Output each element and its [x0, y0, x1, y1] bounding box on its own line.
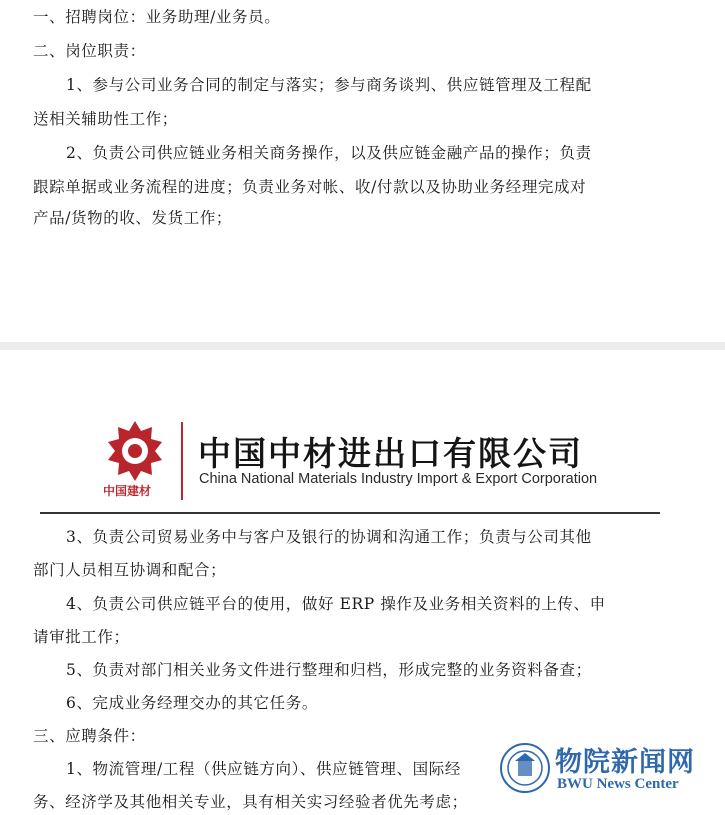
duty-5-line-1: 5、负责对部门相关业务文件进行整理和归档，形成完整的业务资料备查；	[66, 661, 592, 679]
duty-2-line-3: 产品/货物的收、发货工作；	[33, 209, 233, 227]
duty-4-line-1: 4、负责公司供应链平台的使用，做好 ERP 操作及业务相关资料的上传、申	[66, 595, 606, 613]
watermark-name-en: BWU News Center	[557, 776, 679, 792]
page-separator	[0, 342, 725, 350]
university-seal-icon	[499, 742, 551, 794]
letterhead-rule	[40, 512, 660, 514]
duty-1-line-2: 送相关辅助性工作；	[33, 110, 178, 128]
section-heading-duties: 二、岗位职责：	[33, 42, 146, 60]
requirement-1-line-1: 1、物流管理/工程（供应链方向）、供应链管理、国际经	[66, 760, 461, 778]
duty-4-line-2: 请审批工作；	[33, 628, 130, 646]
section-heading-requirements: 三、应聘条件：	[33, 727, 146, 745]
logo-caption: 中国建材	[103, 484, 152, 498]
letterhead-divider	[181, 422, 183, 500]
requirement-1-line-2: 务、经济学及其他相关专业，具有相关实习经验者优先考虑；	[33, 793, 468, 811]
company-name-cn: 中国中材进出口有限公司	[198, 434, 583, 473]
duty-3-line-1: 3、负责公司贸易业务中与客户及银行的协调和沟通工作；负责与公司其他	[66, 528, 592, 546]
section-heading-position: 一、招聘岗位：业务助理/业务员。	[33, 8, 281, 26]
duty-1-line-1: 1、参与公司业务合同的制定与落实；参与商务谈判、供应链管理及工程配	[66, 76, 592, 94]
company-logo	[100, 418, 170, 498]
company-name-en: China National Materials Industry Import & Export Corporation	[199, 471, 598, 487]
watermark-name-cn: 物院新闻网	[555, 747, 695, 778]
duty-6-line-1: 6、完成业务经理交办的其它任务。	[66, 694, 318, 712]
duty-2-line-1: 2、负责公司供应链业务相关商务操作，以及供应链金融产品的操作；负责	[66, 144, 592, 162]
duty-2-line-2: 跟踪单据或业务流程的进度；负责业务对帐、收/付款以及协助业务经理完成对	[33, 178, 587, 196]
document-page-1	[0, 0, 725, 342]
duty-3-line-2: 部门人员相互协调和配合；	[33, 561, 227, 579]
news-watermark	[497, 740, 722, 800]
